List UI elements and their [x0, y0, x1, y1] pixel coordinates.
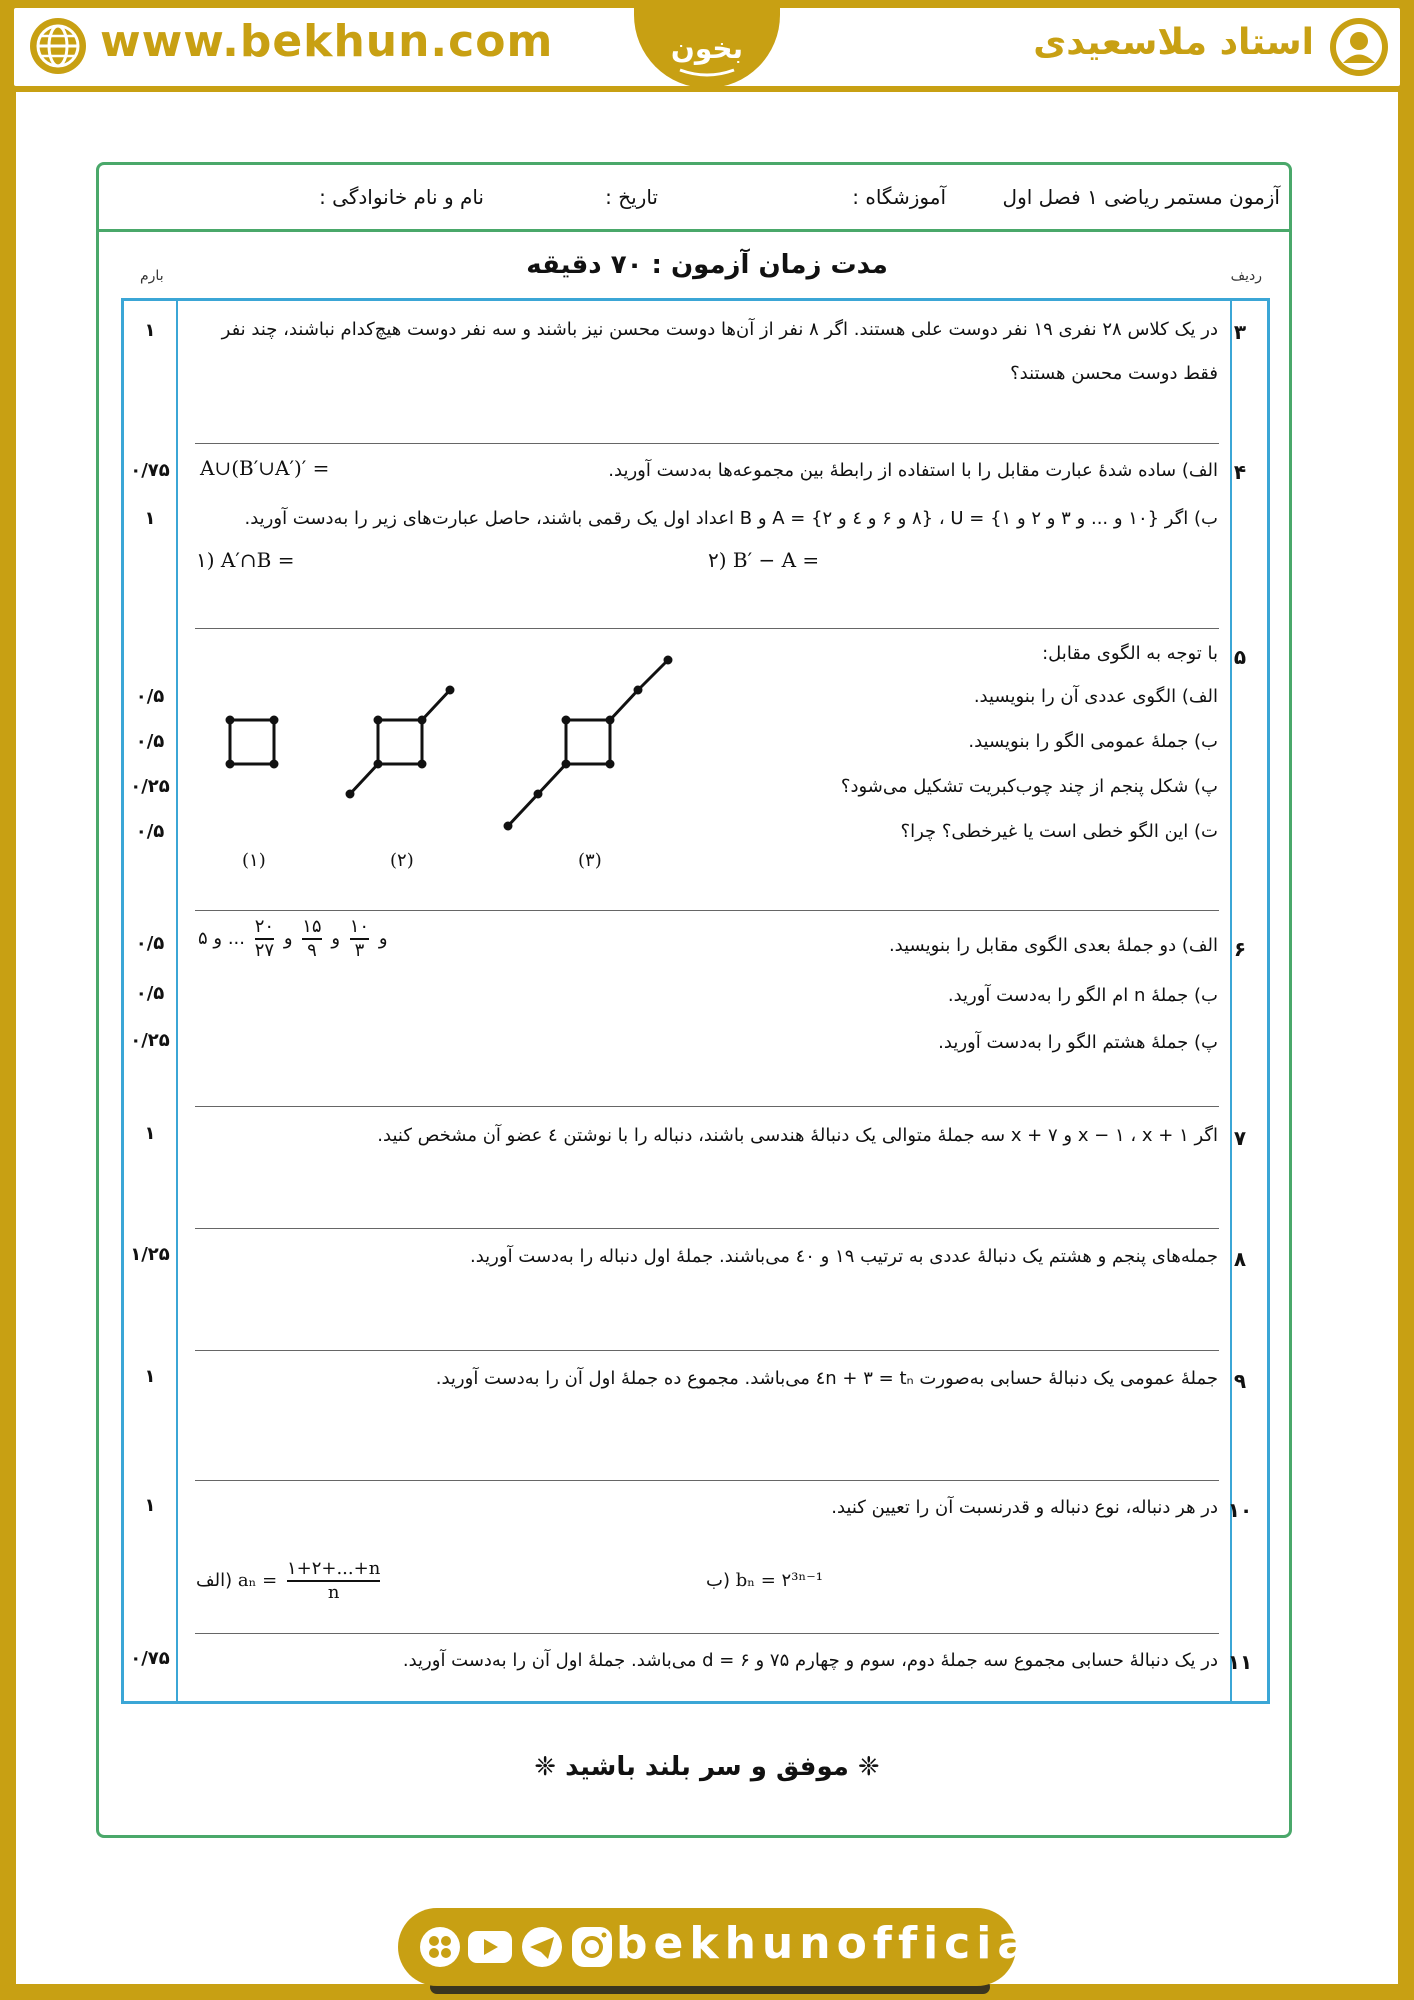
fraction-numerator: ۱۰ — [350, 916, 369, 940]
fraction — [302, 916, 321, 962]
school-label: آموزشگاه : — [852, 185, 946, 209]
aparat-icon[interactable] — [420, 1927, 460, 1967]
exam-duration: مدت زمان آزمون : ۷۰ دقیقه — [526, 250, 888, 280]
question-text: ب) اگر {۱۰ و ... و ۳ و ۲ و ۱} = U ، {۸ و ۶ و ٤ و ۲} = A و B اعداد اول یک رقمی باشند، حاصل عبارت‌های زیر را به‌دست آورید. — [244, 508, 1218, 529]
sequence-tail: ... و — [213, 928, 245, 949]
teacher-name: استاد ملاسعیدی — [1033, 22, 1314, 63]
question-score: ۱ — [144, 320, 156, 341]
globe-icon — [28, 16, 88, 76]
matchstick-figures — [200, 640, 700, 880]
fraction-denominator: ۹ — [307, 940, 317, 961]
date-label: تاریخ : — [605, 185, 658, 209]
expression-a-label: الف) — [196, 1570, 233, 1591]
fraction-denominator: n — [327, 1582, 340, 1603]
row-divider — [195, 443, 1219, 444]
expression-a — [196, 1558, 384, 1604]
figure-label: (۱) — [242, 850, 266, 871]
fraction — [255, 916, 274, 962]
sub-expression-2: ۲) B′ − A = — [708, 548, 820, 572]
question-text: ت) این الگو خطی است یا غیرخطی؟ چرا؟ — [900, 821, 1218, 842]
question-intro: با توجه به الگوی مقابل: — [1042, 643, 1218, 664]
question-score: ۰/۲۵ — [130, 1030, 170, 1051]
question-text: الف) الگوی عددی آن را بنویسید. — [973, 686, 1218, 707]
question-score: ۰/۷۵ — [130, 460, 170, 481]
question-text: الف) دو جملهٔ بعدی الگوی مقابل را بنویسید. — [888, 935, 1218, 956]
user-icon — [1328, 16, 1390, 78]
row-divider — [195, 1480, 1219, 1481]
figure-label: (۲) — [390, 850, 414, 871]
question-score: ۰/۷۵ — [130, 1648, 170, 1669]
sub-expression-1: ۱) A′∩B = — [196, 548, 295, 572]
row-divider — [195, 1350, 1219, 1351]
name-label: نام و نام خانوادگی : — [319, 185, 484, 209]
question-score: ۰/۵ — [135, 686, 165, 707]
row-divider — [195, 1228, 1219, 1229]
question-text: پ) جملهٔ هشتم الگو را به‌دست آورید. — [938, 1032, 1218, 1053]
expression-b — [706, 1570, 823, 1591]
question-text: ب) جملهٔ عمومی الگو را بنویسید. — [968, 731, 1218, 752]
fraction-numerator: ۱+۲+...+n — [287, 1558, 380, 1582]
bekhun-logo — [660, 6, 754, 86]
youtube-icon[interactable] — [468, 1931, 512, 1963]
instagram-icon[interactable] — [572, 1927, 612, 1967]
fraction-denominator: ۲۷ — [254, 940, 275, 961]
question-number: ۵ — [1233, 645, 1247, 669]
question-score: ۰/۵ — [135, 731, 165, 752]
sequence-expression — [198, 916, 388, 962]
fraction-numerator: ۱۵ — [302, 916, 321, 940]
row-divider — [195, 628, 1219, 629]
row-divider — [195, 1106, 1219, 1107]
site-url[interactable]: www.bekhun.com — [100, 16, 554, 67]
question-text: جمله‌های پنجم و هشتم یک دنبالهٔ عددی به ترتیب ۱۹ و ٤۰ می‌باشند. جملهٔ اول دنباله را به‌دست آورید. — [470, 1246, 1218, 1267]
question-number: ۷ — [1233, 1126, 1247, 1150]
question-text: در هر دنباله، نوع دنباله و قدرنسبت آن را تعیین کنید. — [831, 1497, 1218, 1518]
question-number: ۶ — [1233, 937, 1247, 961]
question-number: ۱۰ — [1227, 1498, 1253, 1522]
sequence-and: و — [331, 928, 341, 949]
row-label: ردیف — [1230, 268, 1262, 284]
number-column-divider — [1230, 298, 1232, 1704]
fraction — [350, 916, 369, 962]
question-text: پ) شکل پنجم از چند چوب‌کبریت تشکیل می‌شود؟ — [840, 776, 1218, 797]
question-number: ۹ — [1233, 1369, 1247, 1393]
score-label: بارم — [140, 268, 164, 284]
sequence-and: و — [283, 928, 293, 949]
row-divider — [195, 1633, 1219, 1634]
fraction — [287, 1558, 380, 1604]
expression-a-lhs: aₙ = — [237, 1570, 278, 1591]
sequence-first: ۵ — [198, 928, 208, 949]
question-score: ۱ — [144, 1366, 156, 1387]
closing-note: ❈ موفق و سر بلند باشید ❈ — [534, 1752, 880, 1782]
question-number: ۱۱ — [1227, 1650, 1253, 1674]
question-number: ۴ — [1233, 460, 1247, 484]
score-column-divider — [176, 298, 178, 1704]
question-text: ب) جملهٔ n ام الگو را به‌دست آورید. — [947, 985, 1218, 1006]
fraction-denominator: ۳ — [354, 940, 365, 961]
question-text: در یک دنبالهٔ حسابی مجموع سه جملهٔ دوم، سوم و چهارم ۷۵ و d = ۶ می‌باشد. جملهٔ اول آن را به‌دست آورید. — [402, 1650, 1218, 1671]
sequence-and: و — [378, 928, 388, 949]
question-score: ۱ — [144, 1495, 156, 1516]
question-score: ۱/۲۵ — [130, 1244, 170, 1265]
row-divider — [195, 910, 1219, 911]
figure-label: (۳) — [578, 850, 602, 871]
question-score: ۰/۵ — [135, 821, 165, 842]
question-score: ۱ — [144, 508, 156, 529]
question-text: در یک کلاس ۲۸ نفری ۱۹ نفر دوست علی هستند. اگر ۸ نفر از آن‌ها دوست محسن نیز باشند و سه نفر دوست هیچ‌کدام نباشند، چند نفر فقط دوست محسن هستند؟ — [221, 319, 1218, 384]
question-text: اگر x − ۱ ، x + ۱ و x + ۷ سه جملهٔ متوالی یک دنبالهٔ هندسی باشند، دنباله را با نوشتن ٤ عضو آن مشخص کنید. — [377, 1125, 1218, 1146]
telegram-icon[interactable] — [522, 1927, 562, 1967]
social-handle[interactable]: bekhunofficial — [616, 1918, 1055, 1969]
social-icons — [414, 1921, 624, 1973]
question-number: ۳ — [1233, 320, 1247, 344]
question-score: ۱ — [144, 1123, 156, 1144]
question-score: ۰/۵ — [135, 983, 165, 1004]
svg-text:بخون: بخون — [670, 32, 744, 65]
fraction-numerator: ۲۰ — [255, 916, 274, 940]
header-divider — [96, 229, 1292, 232]
exam-title: آزمون مستمر ریاضی ۱ فصل اول — [1002, 185, 1280, 209]
question-text: الف) ساده شدهٔ عبارت مقابل را با استفاده از رابطهٔ بین مجموعه‌ها به‌دست آورید. — [608, 460, 1218, 481]
question-number: ۸ — [1233, 1247, 1247, 1271]
question-text: جملهٔ عمومی یک دنبالهٔ حسابی به‌صورت tₙ = ٤n + ۳ می‌باشد. مجموع ده جملهٔ اول آن را به‌دست آورید. — [435, 1368, 1218, 1389]
expression-b-label: ب) — [706, 1570, 730, 1591]
question-score: ۰/۲۵ — [130, 776, 170, 797]
set-expression: A∪(B′∪A′)′ = — [200, 456, 330, 480]
expression-b-value: bₙ = ۲³ⁿ⁻¹ — [735, 1570, 823, 1591]
question-score: ۰/۵ — [135, 933, 165, 954]
